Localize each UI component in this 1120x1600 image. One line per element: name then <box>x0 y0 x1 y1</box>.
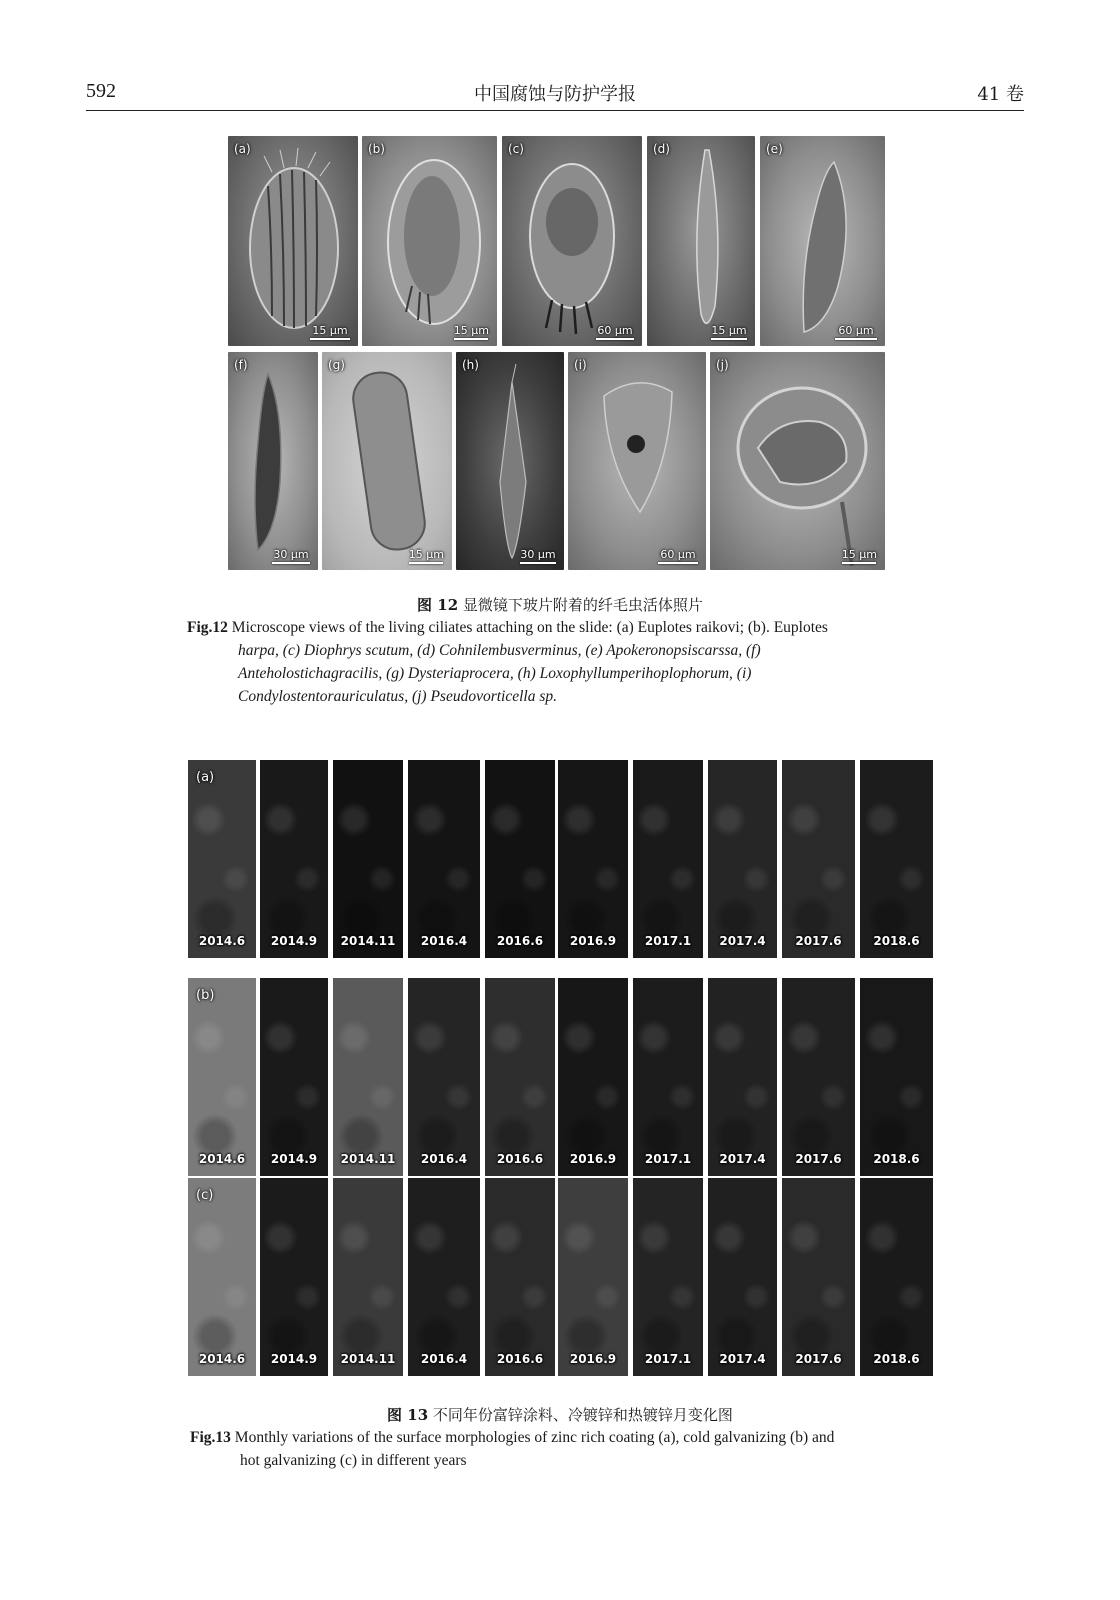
morphology-row <box>188 1178 933 1376</box>
surface-tile <box>558 760 628 958</box>
scale-bar: 60 μm <box>835 324 877 340</box>
ciliate-e-image <box>760 136 885 346</box>
surface-tile <box>485 1178 555 1376</box>
surface-tile <box>188 760 256 958</box>
volume-label: 41 卷 <box>977 84 1024 105</box>
row-label: (c) <box>196 1188 214 1203</box>
year-label: 2017.4 <box>719 934 766 948</box>
year-label: 2014.6 <box>198 1152 246 1166</box>
surface-tile <box>408 760 480 958</box>
caption-line-1: Fig.12 Microscope views of the living ciliates attaching on the slide: (a) Euplotes raikovi; (b). Euplotes <box>187 619 828 636</box>
year-label: 2016.6 <box>496 1352 544 1366</box>
surface-tile <box>860 1178 933 1376</box>
ciliate-b-image <box>362 136 497 346</box>
surface-tile <box>633 760 703 958</box>
scale-bar: 15 μm <box>454 324 489 340</box>
figure-12-caption-en <box>187 616 929 708</box>
year-label: 2017.1 <box>644 1352 692 1366</box>
figure-number: 图 12 <box>417 596 459 614</box>
year-label: 2016.9 <box>569 1152 617 1166</box>
year-label: 2016.4 <box>420 1152 468 1166</box>
surface-tile <box>485 760 555 958</box>
year-label: 2018.6 <box>873 1352 920 1366</box>
year-label: 2014.9 <box>270 934 318 948</box>
surface-tile <box>708 760 777 958</box>
panel-label: (c) <box>508 142 524 156</box>
row-label: (b) <box>196 988 215 1003</box>
scale-bar: 30 μm <box>272 548 310 564</box>
surface-tile <box>782 978 855 1176</box>
year-label: 2014.9 <box>270 1152 318 1166</box>
ciliate-h-image <box>456 352 564 570</box>
caption-text: 不同年份富锌涂料、冷镀锌和热镀锌月变化图 <box>428 1406 733 1424</box>
figure-number: 图 13 <box>387 1406 429 1424</box>
header-rule <box>86 110 1024 111</box>
scale-bar: 15 μm <box>409 548 444 564</box>
panel-label: (i) <box>574 358 587 372</box>
surface-tile <box>260 978 328 1176</box>
scale-bar: 30 μm <box>520 548 556 564</box>
year-label: 2017.6 <box>795 1152 842 1166</box>
ciliate-c-image <box>502 136 642 346</box>
surface-tile <box>260 760 328 958</box>
micrograph-f <box>228 352 318 570</box>
morphology-row <box>188 978 933 1176</box>
micrograph-g <box>322 352 452 570</box>
morphology-row <box>188 760 933 958</box>
figure-13-caption-cn <box>0 1404 1120 1425</box>
scale-bar: 15 μm <box>310 324 350 340</box>
micrograph-i <box>568 352 706 570</box>
surface-tile <box>260 1178 328 1376</box>
year-label: 2016.9 <box>569 1352 617 1366</box>
year-label: 2018.6 <box>873 1152 920 1166</box>
scale-bar: 60 μm <box>596 324 634 340</box>
panel-label: (a) <box>234 142 251 156</box>
ciliate-j-image <box>710 352 885 570</box>
year-label: 2017.1 <box>644 934 692 948</box>
page-header <box>86 76 1024 112</box>
micrograph-b <box>362 136 497 346</box>
panel-label: (b) <box>368 142 385 156</box>
figure-12-caption-cn <box>0 594 1120 615</box>
surface-tile <box>860 760 933 958</box>
panel-label: (j) <box>716 358 729 372</box>
year-label: 2016.4 <box>420 1352 468 1366</box>
surface-tile <box>782 1178 855 1376</box>
panel-label: (d) <box>653 142 670 156</box>
year-label: 2016.6 <box>496 1152 544 1166</box>
surface-tile <box>408 1178 480 1376</box>
figure-13-caption-en <box>190 1426 934 1472</box>
scale-bar: 15 μm <box>842 548 877 564</box>
row-label: (a) <box>196 770 215 785</box>
micrograph-e <box>760 136 885 346</box>
year-label: 2014.11 <box>340 934 396 948</box>
year-label: 2014.9 <box>270 1352 318 1366</box>
page-number: 592 <box>86 80 116 102</box>
year-label: 2014.6 <box>198 934 246 948</box>
micrograph-a <box>228 136 358 346</box>
surface-tile <box>558 1178 628 1376</box>
caption-line-1: Fig.13 Monthly variations of the surface morphologies of zinc rich coating (a), cold galvanizing (b) and <box>190 1429 835 1446</box>
surface-tile <box>782 760 855 958</box>
micrograph-j <box>710 352 885 570</box>
surface-tile <box>333 978 403 1176</box>
year-label: 2016.4 <box>420 934 468 948</box>
surface-tile <box>633 1178 703 1376</box>
panel-label: (e) <box>766 142 783 156</box>
year-label: 2016.6 <box>496 934 544 948</box>
surface-tile <box>333 1178 403 1376</box>
year-label: 2017.6 <box>795 934 842 948</box>
year-label: 2014.6 <box>198 1352 246 1366</box>
panel-label: (g) <box>328 358 345 372</box>
ciliate-g-image <box>322 352 452 570</box>
caption-line-3: Anteholostichagracilis, (g) Dysteriaprocera, (h) Loxophyllumperihoplophorum, (i) <box>238 665 752 682</box>
surface-tile <box>188 1178 256 1376</box>
scale-bar: 60 μm <box>658 548 698 564</box>
ciliate-f-image <box>228 352 318 570</box>
surface-tile <box>708 978 777 1176</box>
year-label: 2016.9 <box>569 934 617 948</box>
micrograph-d <box>647 136 755 346</box>
caption-line-4: Condylostentorauriculatus, (j) Pseudovorticella sp. <box>238 688 558 705</box>
panel-label: (f) <box>234 358 248 372</box>
surface-tile <box>633 978 703 1176</box>
year-label: 2017.4 <box>719 1152 766 1166</box>
caption-line-2: harpa, (c) Diophrys scutum, (d) Cohnilembusverminus, (e) Apokeronopsiscarssa, (f) <box>238 642 761 659</box>
figure-number: Fig.13 <box>190 1429 231 1446</box>
surface-tile <box>860 978 933 1176</box>
year-label: 2017.4 <box>719 1352 766 1366</box>
surface-tile <box>558 978 628 1176</box>
figure-number: Fig.12 <box>187 619 228 636</box>
year-label: 2018.6 <box>873 934 920 948</box>
micrograph-c <box>502 136 642 346</box>
figure-13 <box>188 760 933 1380</box>
year-label: 2017.6 <box>795 1352 842 1366</box>
surface-tile <box>708 1178 777 1376</box>
panel-label: (h) <box>462 358 479 372</box>
scale-bar: 15 μm <box>711 324 747 340</box>
surface-tile <box>485 978 555 1176</box>
journal-title: 中国腐蚀与防护学报 <box>474 84 636 105</box>
ciliate-a-image <box>228 136 358 346</box>
surface-tile <box>188 978 256 1176</box>
surface-tile <box>333 760 403 958</box>
caption-text: 显微镜下玻片附着的纤毛虫活体照片 <box>458 596 703 614</box>
year-label: 2014.11 <box>340 1352 396 1366</box>
caption-line-2: hot galvanizing (c) in different years <box>240 1452 467 1469</box>
micrograph-h <box>456 352 564 570</box>
ciliate-d-image <box>647 136 755 346</box>
ciliate-i-image <box>568 352 706 570</box>
surface-tile <box>408 978 480 1176</box>
year-label: 2014.11 <box>340 1152 396 1166</box>
year-label: 2017.1 <box>644 1152 692 1166</box>
